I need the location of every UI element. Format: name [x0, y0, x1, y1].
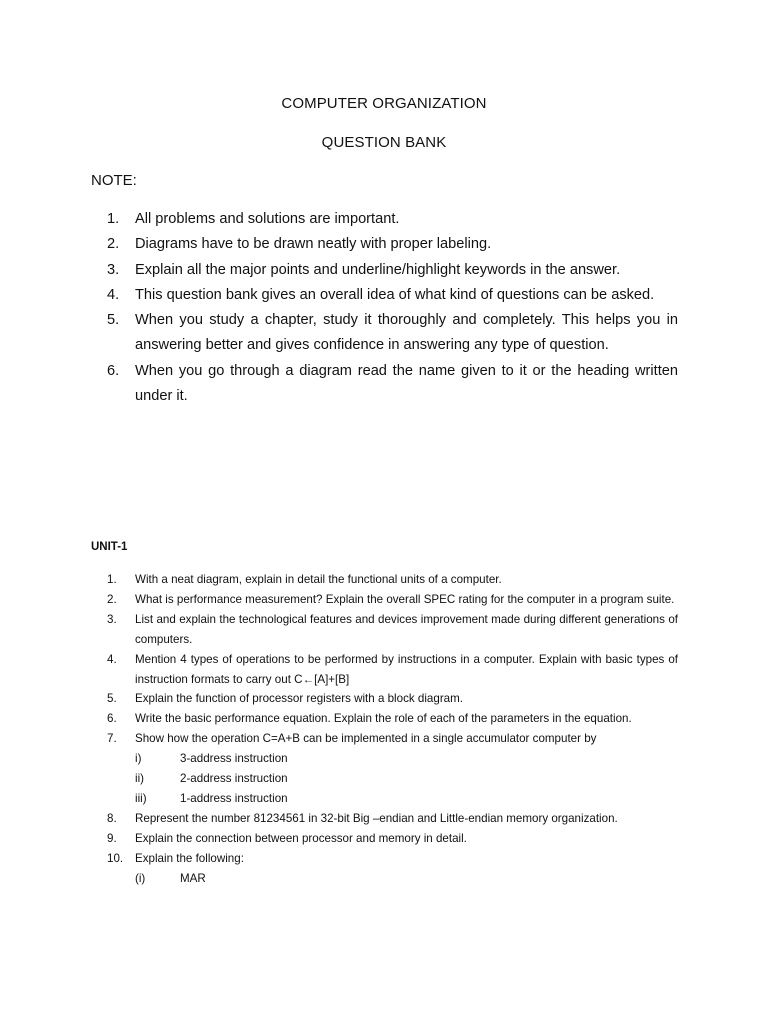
question-item: [107, 729, 678, 809]
document-subtitle: QUESTION BANK: [321, 134, 447, 151]
question-text: What is performance measurement? Explain the overall SPEC rating for the computer in a program suite.: [135, 592, 675, 606]
sub-question-list: [135, 869, 678, 889]
sub-question-item: [135, 749, 678, 769]
question-number: 7.: [107, 732, 117, 746]
questions-list: [107, 570, 678, 889]
question-text: With a neat diagram, explain in detail the functional units of a computer.: [135, 573, 502, 586]
question-text: Represent the number 81234561 in 32-bit Big –endian and Little-endian memory organization.: [135, 811, 618, 825]
note-item: [107, 207, 678, 232]
question-number: 4.: [107, 652, 117, 666]
note-label: NOTE:: [91, 172, 137, 189]
note-text: Diagrams have to be drawn neatly with proper labeling.: [135, 236, 492, 253]
note-text: This question bank gives an overall idea of what kind of questions can be asked.: [135, 286, 655, 303]
note-number: 5.: [107, 312, 120, 329]
note-text: When you go through a diagram read the name given to it or the heading written under it.: [135, 362, 678, 405]
sub-question-number: i): [135, 752, 142, 766]
note-text: All problems and solutions are important.: [135, 211, 400, 227]
question-number: 1.: [107, 573, 117, 586]
note-number: 2.: [107, 236, 120, 253]
question-item: [107, 650, 678, 690]
question-number: 9.: [107, 831, 117, 845]
question-text: Explain the function of processor registers with a block diagram.: [135, 692, 464, 706]
note-number: 1.: [107, 211, 120, 227]
sub-question-item: [135, 869, 678, 889]
question-item: [107, 610, 678, 650]
question-number: 10.: [107, 851, 124, 865]
note-item: [107, 283, 678, 308]
document-title: COMPUTER ORGANIZATION: [281, 95, 487, 112]
sub-question-text: 3-address instruction: [180, 752, 288, 766]
note-item: [107, 359, 678, 410]
question-text: List and explain the technological features and devices improvement made during different generations of computers.: [135, 612, 678, 646]
note-item: [107, 308, 678, 359]
question-item: [107, 709, 678, 729]
notes-list: [107, 207, 678, 409]
sub-question-text: 1-address instruction: [180, 791, 288, 805]
question-number: 6.: [107, 712, 117, 726]
question-item: [107, 570, 678, 590]
sub-question-item: [135, 769, 678, 789]
question-text: Explain the connection between processor and memory in detail.: [135, 831, 467, 845]
sub-question-text: 2-address instruction: [180, 772, 288, 786]
note-number: 4.: [107, 286, 120, 303]
question-number: 5.: [107, 692, 117, 706]
note-number: 6.: [107, 362, 120, 379]
question-number: 2.: [107, 592, 117, 606]
sub-question-number: ii): [135, 772, 145, 786]
question-item: [107, 590, 678, 610]
note-number: 3.: [107, 261, 120, 278]
question-number: 8.: [107, 811, 117, 825]
sub-question-number: iii): [135, 791, 147, 805]
note-item: [107, 232, 678, 257]
question-item: [107, 849, 678, 889]
question-text: Mention 4 types of operations to be performed by instructions in a computer. Explain with basic types of instruction formats to carry out C←[A]+[B]: [135, 652, 678, 686]
question-number: 3.: [107, 612, 117, 626]
note-text: When you study a chapter, study it thoroughly and completely. This helps you in answering better and gives confidence in answering any type of question.: [135, 312, 678, 354]
question-item: [107, 809, 678, 829]
sub-question-number: (i): [135, 871, 146, 885]
sub-question-text: MAR: [180, 871, 206, 885]
question-item: [107, 829, 678, 849]
sub-question-item: [135, 789, 678, 809]
question-text: Explain the following:: [135, 851, 244, 865]
sub-question-list: [135, 749, 678, 809]
note-item: [107, 258, 678, 283]
question-text: Write the basic performance equation. Explain the role of each of the parameters in the equation.: [135, 712, 632, 726]
note-text: Explain all the major points and underline/highlight keywords in the answer.: [135, 261, 621, 278]
unit-title: UNIT-1: [91, 541, 128, 553]
question-text: Show how the operation C=A+B can be implemented in a single accumulator computer by: [135, 732, 597, 746]
question-item: [107, 689, 678, 709]
